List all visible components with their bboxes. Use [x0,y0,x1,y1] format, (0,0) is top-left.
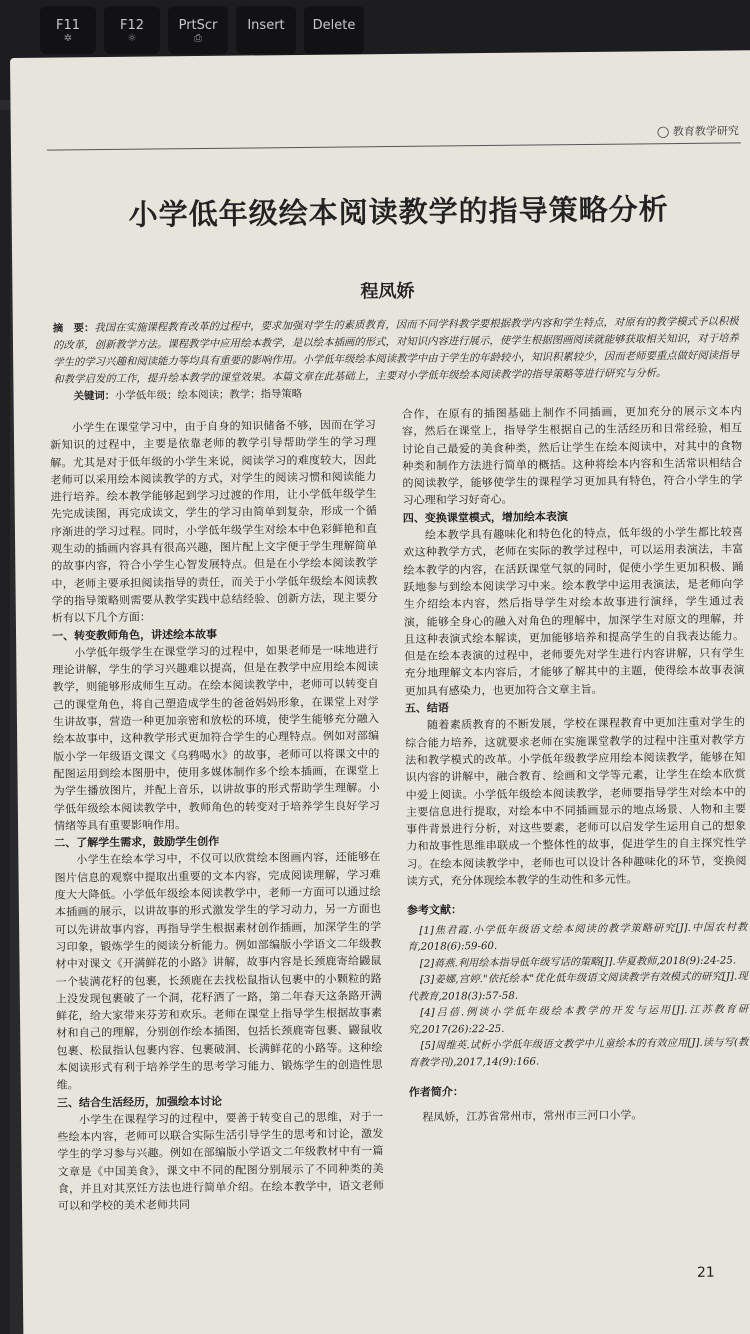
conclusion-paragraph: 随着素质教育的不断发展，学校在课程教育中更加注重对学生的综合能力培养，这就要求老师在实施课堂教学的过程中注重对教学方法和教学模式的改革。小学低年级教学应用绘本阅读教学，能够在知识内容的讲解中，融合教育、绘画和文学等元素，让学生在绘本欣赏中爱上阅读。小学低年级绘本阅读教学，老师要指导学生对绘本中的主要信息进行提取，对绘本中不同插画显示的地点场景、人物和主要事件背景进行分析，对这些要素，老师可以启发学生运用自己的想象力和故事性思维串联成一个整体性的故事，促进学生的自主探究性学习。在绘本阅读教学中，老师也可以设计各种趣味化的环节，变换阅读方式，充分体现绘本教学的生动性和多元性。 [405,715,747,888]
section-3-continued: 合作，在原有的插图基础上制作不同插画，更加充分的展示文本内容，然后在课堂上，指导学生根据自己的生活经历和日常经验，相互讨论自己最爱的美食种类，然后让学生在绘本阅读中，对其中的食物种类和制作方法进行简单的概括。这种将绘本内容和生活常识相结合的阅读教学，能够使学生的课程学习更加具有特色，符合小学生的学习心理和学习好奇心。 [401,404,743,508]
section-3-paragraph: 小学生在课程学习的过程中，要善于转变自己的思维，对于一些绘本内容，老师可以联合实际生活引导学生的思考和讨论，激发学生的学习参与兴趣。例如在部编版小学语文二年级教材中有一篇文章是《中国美食》，课文中不同的配图分别展示了不同种类的美食，并且对其烹饪方法也进行简单介绍。在绘本教学中，语文老师可以和学校的美术老师共同 [57,1110,384,1213]
author-intro-text: 程凤娇，江苏省常州市，常州市三河口小学。 [422,1108,643,1125]
page-number: 21 [696,1264,715,1281]
brightness-up-icon: ☼ [127,33,137,44]
key-f11[interactable] [40,6,96,54]
reference-item: [4]吕蓓.例谈小学低年级绘本教学的开发与运用[J].江苏教育研究,2017(26):22-25. [408,1004,749,1036]
reference-item: [5]周维英.试析小学低年级语文教学中儿童绘本的有效应用[J].读与写(教育教学刊),2017,14(9):166. [408,1037,749,1069]
key-label: PrtScr [178,18,218,33]
section-2-paragraph: 小学生在绘本学习中，不仅可以欣赏绘本图画内容，还能够在图片信息的观察中提取出重要的文本内容，完成阅读理解，学习难度大大降低。小学低年级绘本阅读教学中，老师一方面可以通过绘本插画的展示，以讲故事的形式激发学生的学习动力，另一方面也可以先讲故事内容，再指导学生根据素材创作插画，加深学生的学习印象，锻炼学生的阅读分析能力。例如部编版小学语文二年级教材中对课文《开满鲜花的小路》讲解，故事内容是长颈鹿寄给鼹鼠一个装满花籽的包裹，长颈鹿在去找松鼠指认包裹中的小颗粒的路上没发现包裹破了一个洞，花籽洒了一路，第二年春天这条路开满鲜花，给大家带来芬芳和欢乐。老师在课堂上指导学生根据故事素材和自己的理解，分别创作绘本插图，包括长颈鹿寄包裹、鼹鼠收包裹、松鼠指认包裹内容、包裹破洞、长满鲜花的小路等。这种绘本阅读形式有利于培养学生的思考学习能力、锻炼学生的创造性思维。 [54,850,383,1092]
section-1-paragraph: 小学低年级学生在课堂学习的过程中，如果老师是一味地进行理论讲解，学生的学习兴趣难以提高，但是在教学中应用绘本阅读教学，则能够形成师生互动。在绘本阅读教学中，老师可以转变自己的课堂角色，将自己塑造成学生的爸爸妈妈形象，在课堂上对学生讲故事，营造一种更加亲密和放松的环境，使学生能够充分融入绘本故事中，这种教学形式更加符合学生的心理特点。例如对部编版小学一年级语文课文《乌鸦喝水》的故事，老师可以将课文中的配图运用到绘本图册中，使用多媒体制作多个绘本插画，在课堂上为学生播放图片，并配上音乐，以讲故事的形式帮助学生理解。小学低年级绘本阅读教学中，教师角色的转变对于培养学生良好学习情绪等具有重要影响作用。 [52,643,380,833]
journal-page [10,50,750,1334]
section-heading-4: 四、变换课堂模式，增加绘本表演 [402,509,568,525]
key-label: Delete [312,18,356,33]
intro-paragraph: 小学生在课堂学习中，由于自身的知识储备不够，因而在学习新知识的过程中，主要是依靠老师的教学引导帮助学生的学习理解。尤其是对于低年级的小学生来说，阅读学习的难度较大，因此老师可以采用绘本阅读教学的方式，对学生的阅读习惯和阅读能力进行培养。绘本教学能够起到学习过渡的作用，让小学低年级学生先完成读图，再完成读文，学生的学习由简单到复杂，形成一个循序渐进的学习过程。同时，小学低年级学生对绘本中色彩鲜艳和直观生动的插画内容具有很高兴趣，图片配上文字便于学生理解简单的故事内容，符合小学生心智发展特点。但是在小学绘本阅读教学中，老师主要承担阅读指导的责任，而关于小学低年级绘本阅读教学的指导策略则需要从教学实践中总结经验、创新方法，现主要分析有以下几个方面： [49,418,378,625]
keywords-label: 关键词： [73,389,116,403]
article-title: 小学低年级绘本阅读教学的指导策略分析 [128,192,669,232]
header-rule [47,142,741,150]
right-column [402,402,750,1126]
abstract-label: 摘 要： [52,322,95,335]
reference-item: [1]焦君霞.小学低年级语文绘本阅读的教学策略研究[J].中国农村教育,2018(6):59-60. [407,921,748,953]
section-tag: ◯ 教育教学研究 [656,124,739,139]
key-insert[interactable] [236,6,296,54]
reference-item: [3]姜娜,宫婷."依托绘本"优化低年级语文阅读教学有效模式的研究[J].现代教育,2018(3):57-58. [407,971,748,1003]
author-intro-heading: 作者简介： [408,1085,464,1099]
section-heading-5: 五、结语 [404,701,449,715]
key-prtscr[interactable] [168,6,228,54]
key-delete[interactable] [304,6,364,54]
section-heading-2: 二、了解学生需求，鼓励学生创作 [54,834,220,850]
references-heading: 参考文献： [406,903,463,918]
abstract-text: 我国在实施课程教育改革的过程中，要求加强对学生的素质教育，因而不同学科教学要根据教学内容和学生特点，对原有的教学模式予以积极的改革，创新教学方法。课程教学中应用绘本教学，是以绘本插画的形式，对知识内容进行展示，使学生根据图画阅读就能够获取相关知识，对于培养学生的学习兴趣和阅读能力等均具有重要的影响作用。小学低年级绘本阅读教学中由于学生的年龄较小，知识积累较少，因而老师要重点做好阅读指导和教学启发的工作，提升绘本教学的课堂效果。本篇文章在此基础上，主要对小学低年级绘本阅读教学的指导策略等进行研究与分析。 [52,315,739,386]
key-label: F11 [55,18,81,33]
abstract [53,313,746,388]
section-4-paragraph: 绘本教学具有趣味化和特色化的特点，低年级的小学生都比较喜欢这种教学方式，老师在实际的教学过程中，可以运用表演法，丰富绘本教学的内容，在活跃课堂气氛的同时，促使小学生更加积极、踊跃地参与到绘本阅读学习中来。绘本教学中运用表演法，是老师向学生介绍绘本内容，然后指导学生对绘本故事进行演绎，学生通过表演，能够全身心的融入对角色的理解中，加深学生对原文的理解，并且这种表演式绘本解读，更加能够培养和提高学生的自我表达能力。但是在绘本表演的过程中，老师要先对学生进行内容讲解，只有学生充分地理解文本内容后，才能够了解其中的主题，使得绘本故事表演更加具有感染力，也更加符合文章主旨。 [403,525,745,698]
brightness-icon: ✲ [63,33,73,44]
reference-item: [2]蒋燕.利用绘本指导低年级写话的策略[J].华夏教师,2018(9):24-25. [419,955,737,970]
key-label: F12 [119,18,145,33]
key-label: Insert [247,18,285,33]
print-icon: ⎙ [194,33,202,44]
left-column [50,416,384,1215]
keywords-text: 小学低年级；绘本阅读；教学；指导策略 [115,387,303,402]
key-f12[interactable] [104,6,160,54]
article-author: 程凤娇 [360,280,415,303]
section-heading-3: 三、结合生活经历，加强绘本讨论 [56,1094,223,1110]
desk-edge [0,110,10,1334]
section-heading-1: 一、转变教师角色，讲述绘本故事 [51,627,218,643]
